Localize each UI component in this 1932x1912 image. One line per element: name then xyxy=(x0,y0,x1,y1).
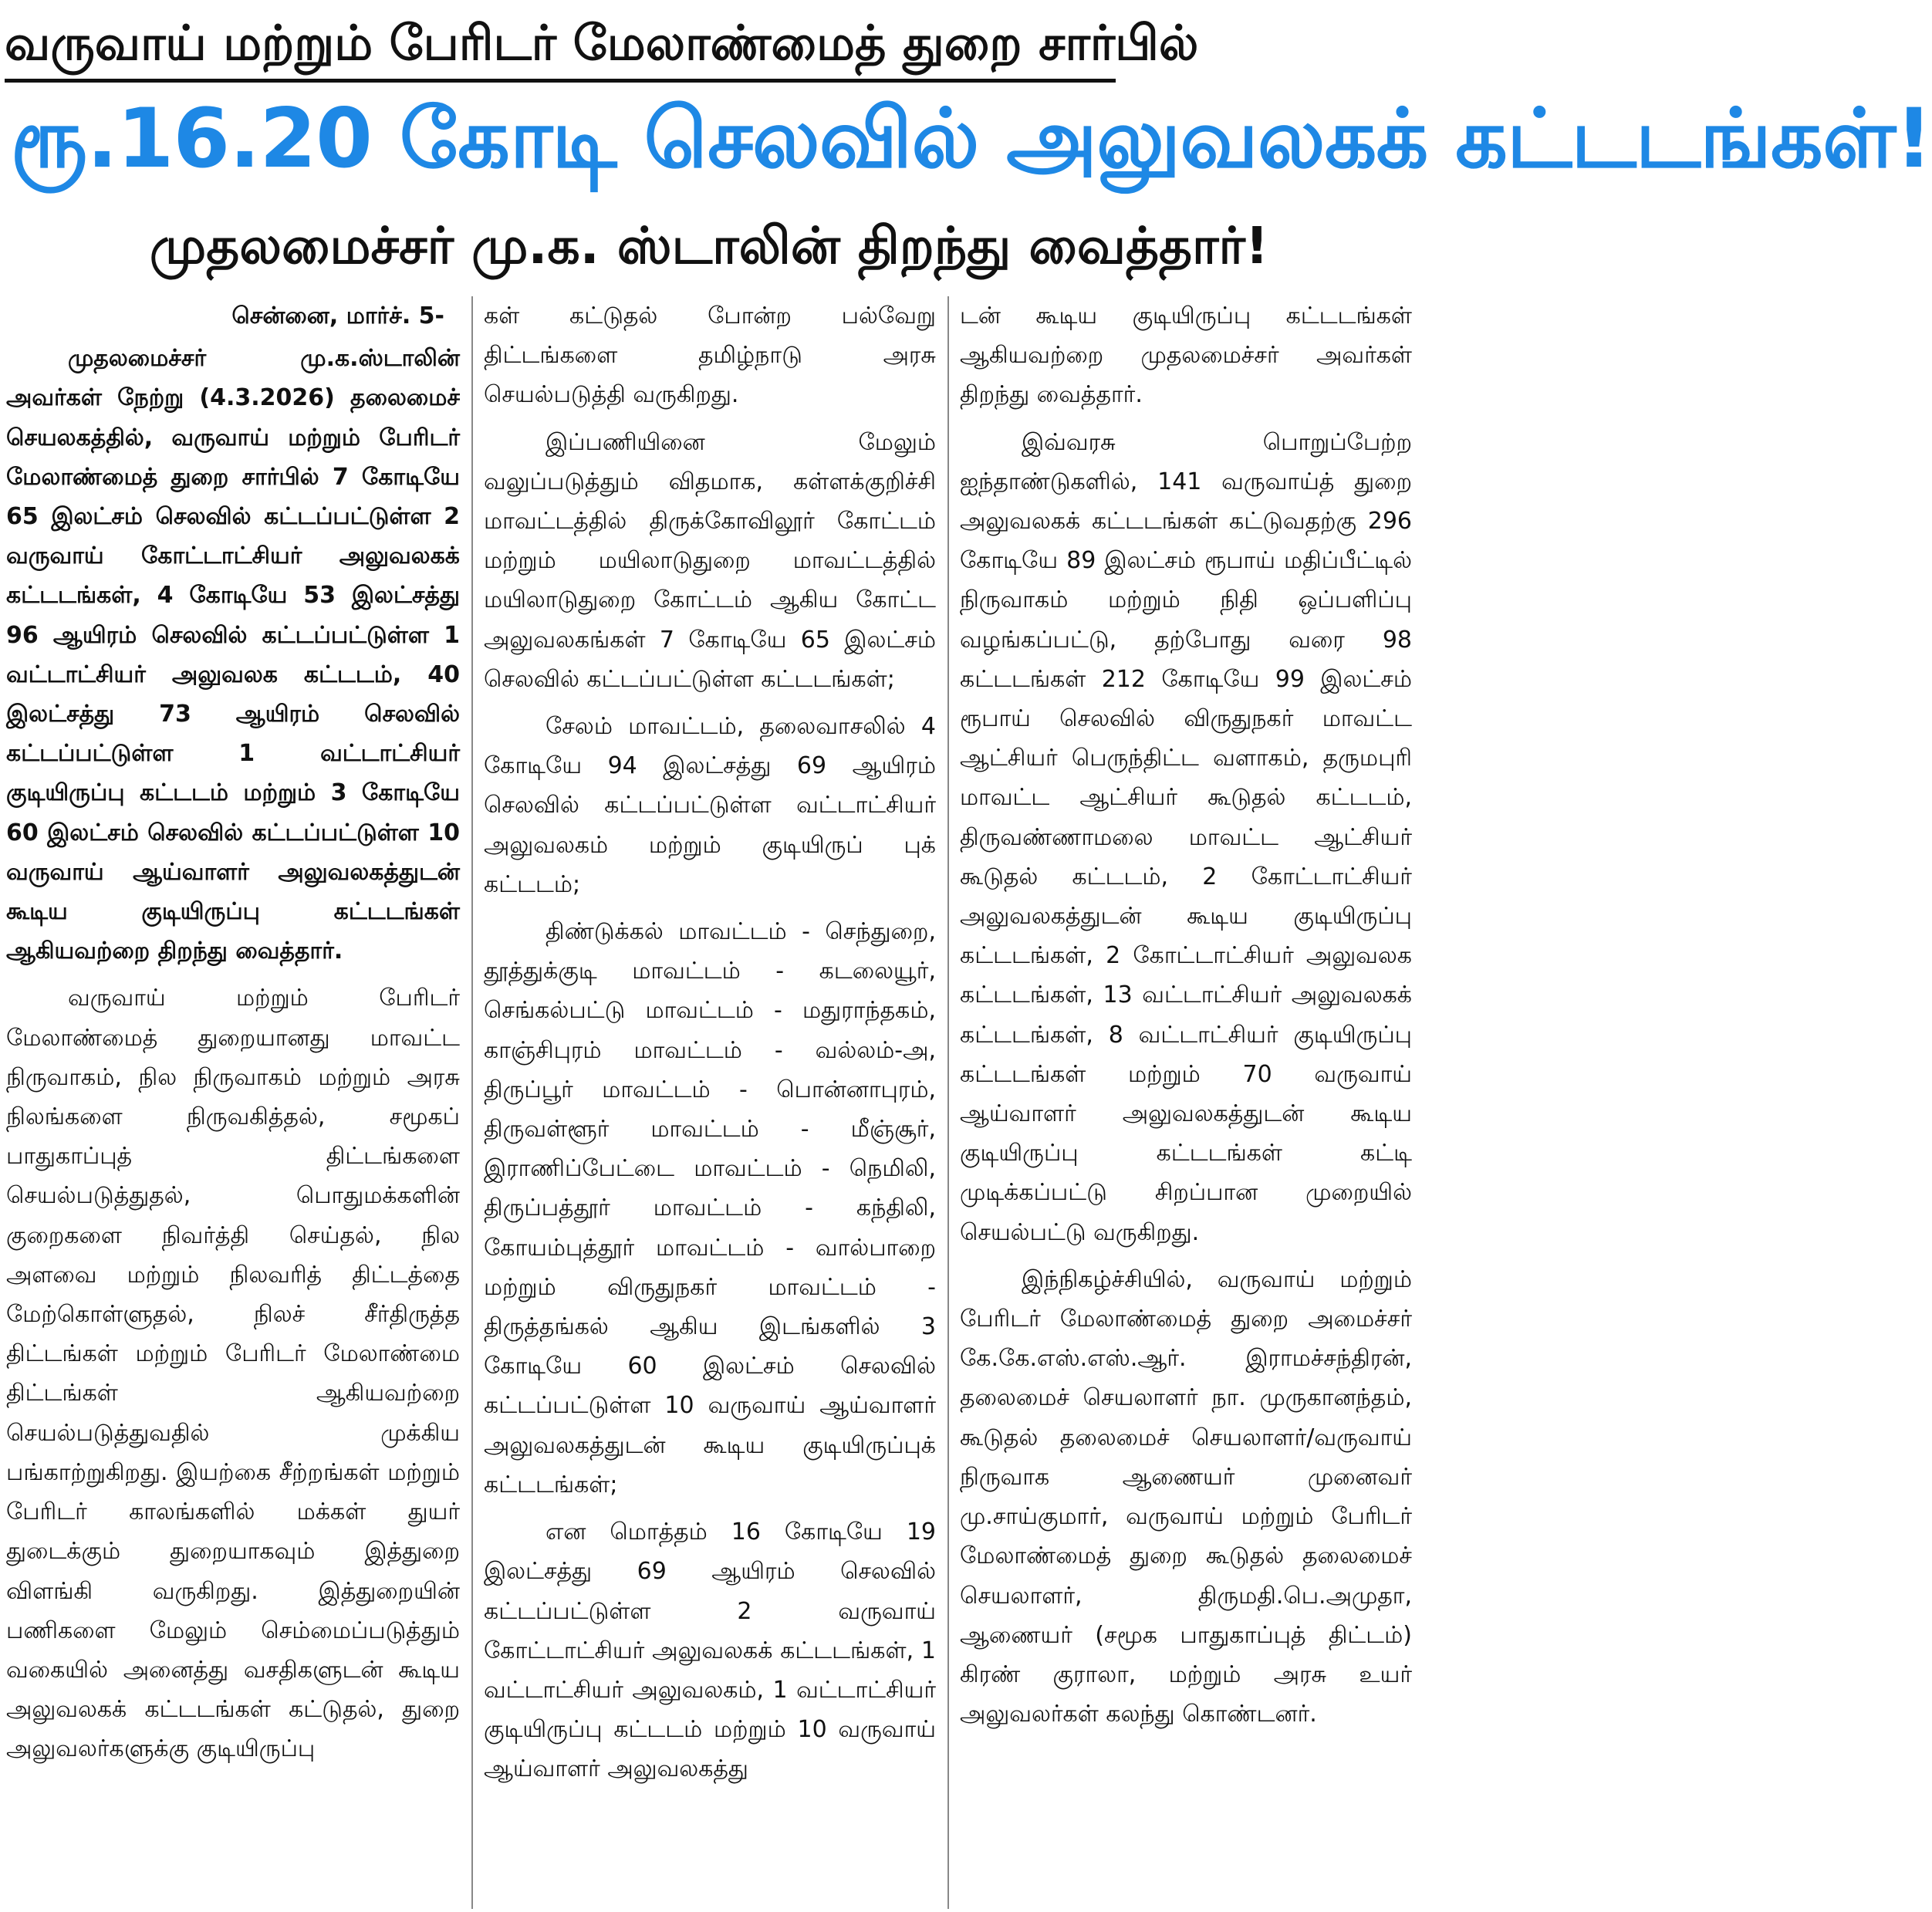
paragraph: இந்நிகழ்ச்சியில், வருவாய் மற்றும் பேரிடர் மேலாண்மைத் துறை அமைச்சர் கே.கே.எஸ்.எஸ்.ஆர். இராமச்சந்திரன், தலைமைச் செயலாளர் நா. முருகானந்தம், கூடுதல் தலைமைச் செயலாளர்/வருவாய் நிருவாக ஆணையர் முனைவர் மு.சாய்குமார், வருவாய் மற்றும் பேரிடர் மேலாண்மைத் துறை கூடுதல் தலைமைச் செயலாளர், திருமதி.பெ.அமுதா, ஆணையர் (சமூக பாதுகாப்புத் திட்டம்) கிரண் குராலா, மற்றும் அரசு உயர் அலுவலர்கள் கலந்து கொண்டனர். xyxy=(960,1265,1412,1728)
column-2 xyxy=(471,296,936,1909)
lead-paragraph: முதலமைச்சர் மு.க.ஸ்டாலின் அவர்கள் நேற்று (4.3.2026) தலைமைச் செயலகத்தில், வருவாய் மற்றும் பேரிடர் மேலாண்மைத் துறை சார்பில் 7 கோடியே 65 இலட்சம் செலவில் கட்டப்பட்டுள்ள 2 வருவாய் கோட்டாட்சியர் அலுவலகக் கட்டடங்கள், 4 கோடியே 53 இலட்சத்து 96 ஆயிரம் செலவில் கட்டப்பட்டுள்ள 1 வட்டாட்சியர் அலுவலக கட்டடம், 40 இலட்சத்து 73 ஆயிரம் செலவில் கட்டப்பட்டுள்ள 1 வட்டாட்சியர் குடியிருப்பு கட்டடம் மற்றும் 3 கோடியே 60 இலட்சம் செலவில் கட்டப்பட்டுள்ள 10 வருவாய் ஆய்வாளர் அலுவலகத்துடன் கூடிய குடியிருப்பு கட்டடங்கள் ஆகியவற்றை திறந்து வைத்தார். xyxy=(6,345,460,965)
column-1 xyxy=(6,296,460,1909)
subheadline: முதலமைச்சர் மு.க. ஸ்டாலின் திறந்து வைத்தார்! xyxy=(149,216,1269,275)
paragraph: டன் கூடிய குடியிருப்பு கட்டடங்கள் ஆகியவற்றை முதலமைச்சர் அவர்கள் திறந்து வைத்தார். xyxy=(960,302,1412,409)
headline: ரூ.16.20 கோடி செலவில் அலுவலகக் கட்டடங்கள்! xyxy=(11,91,1932,186)
paragraph: வருவாய் மற்றும் பேரிடர் மேலாண்மைத் துறையானது மாவட்ட நிருவாகம், நில நிருவாகம் மற்றும் அரசு நிலங்களை நிருவகித்தல், சமூகப் பாதுகாப்புத் திட்டங்களை செயல்படுத்துதல், பொதுமக்களின் குறைகளை நிவர்த்தி செய்தல், நில அளவை மற்றும் நிலவரித் திட்டத்தை மேற்கொள்ளுதல், நிலச் சீர்திருத்த திட்டங்கள் மற்றும் பேரிடர் மேலாண்மை திட்டங்கள் ஆகியவற்றை செயல்படுத்துவதில் முக்கிய பங்காற்றுகிறது. இயற்கை சீற்றங்கள் மற்றும் பேரிடர் காலங்களில் மக்கள் துயர் துடைக்கும் துறையாகவும் இத்துறை விளங்கி வருகிறது. இத்துறையின் பணிகளை மேலும் செம்மைப்படுத்தும் வகையில் அனைத்து வசதிகளுடன் கூடிய அலுவலகக் கட்டடங்கள் கட்டுதல், துறை அலுவலர்களுக்கு குடியிருப்பு xyxy=(6,985,460,1763)
paragraph: என மொத்தம் 16 கோடியே 19 இலட்சத்து 69 ஆயிரம் செலவில் கட்டப்பட்டுள்ள 2 வருவாய் கோட்டாட்சியர் அலுவலகக் கட்டடங்கள், 1 வட்டாட்சியர் அலுவலகம், 1 வட்டாட்சியர் குடியிருப்பு கட்டடம் மற்றும் 10 வருவாய் ஆய்வாளர் அலுவலகத்து xyxy=(484,1518,936,1783)
column-3 xyxy=(947,296,1412,1909)
paragraph: இவ்வரசு பொறுப்பேற்ற ஐந்தாண்டுகளில், 141 வருவாய்த் துறை அலுவலகக் கட்டடங்கள் கட்டுவதற்கு 296 கோடியே 89 இலட்சம் ரூபாய் மதிப்பீட்டில் நிருவாகம் மற்றும் நிதி ஒப்பளிப்பு வழங்கப்பட்டு, தற்போது வரை 98 கட்டடங்கள் 212 கோடியே 99 இலட்சம் ரூபாய் செலவில் விருதுநகர் மாவட்ட ஆட்சியர் பெருந்திட்ட வளாகம், தருமபுரி மாவட்ட ஆட்சியர் கூடுதல் கட்டடம், திருவண்ணாமலை மாவட்ட ஆட்சியர் கூடுதல் கட்டடம், 2 கோட்டாட்சியர் அலுவலகத்துடன் கூடிய குடியிருப்பு கட்டடங்கள், 2 கோட்டாட்சியர் அலுவலக கட்டடங்கள், 13 வட்டாட்சியர் அலுவலகக் கட்டடங்கள், 8 வட்டாட்சியர் குடியிருப்பு கட்டடங்கள் மற்றும் 70 வருவாய் ஆய்வாளர் அலுவலகத்துடன் கூடிய குடியிருப்பு கட்டடங்கள் கட்டி முடிக்கப்பட்டு சிறப்பான முறையில் செயல்பட்டு வருகிறது. xyxy=(960,428,1412,1246)
dateline: சென்னை, மார்ச். 5- xyxy=(231,302,444,329)
kicker-line: வருவாய் மற்றும் பேரிடர் மேலாண்மைத் துறை சார்பில் xyxy=(5,11,1116,83)
paragraph: சேலம் மாவட்டம், தலைவாசலில் 4 கோடியே 94 இலட்சத்து 69 ஆயிரம் செலவில் கட்டப்பட்டுள்ள வட்டாட்சியர் அலுவலகம் மற்றும் குடியிருப் புக் கட்டடம்; xyxy=(484,713,936,898)
paragraph: இப்பணியினை மேலும் வலுப்படுத்தும் விதமாக, கள்ளக்குறிச்சி மாவட்டத்தில் திருக்கோவிலூர் கோட்டம் மற்றும் மயிலாடுதுறை மாவட்டத்தில் மயிலாடுதுறை கோட்டம் ஆகிய கோட்ட அலுவலகங்கள் 7 கோடியே 65 இலட்சம் செலவில் கட்டப்பட்டுள்ள கட்டடங்கள்; xyxy=(484,428,936,693)
paragraph: கள் கட்டுதல் போன்ற பல்வேறு திட்டங்களை தமிழ்நாடு அரசு செயல்படுத்தி வருகிறது. xyxy=(484,302,936,409)
paragraph: திண்டுக்கல் மாவட்டம் - செந்துறை, தூத்துக்குடி மாவட்டம் - கடலையூர், செங்கல்பட்டு மாவட்டம் - மதுராந்தகம், காஞ்சிபுரம் மாவட்டம் - வல்லம்-அ, திருப்பூர் மாவட்டம் - பொன்னாபுரம், திருவள்ளூர் மாவட்டம் - மீஞ்சூர், இராணிப்பேட்டை மாவட்டம் - நெமிலி, திருப்பத்தூர் மாவட்டம் - கந்திலி, கோயம்புத்தூர் மாவட்டம் - வால்பாறை மற்றும் விருதுநகர் மாவட்டம் - திருத்தங்கல் ஆகிய இடங்களில் 3 கோடியே 60 இலட்சம் செலவில் கட்டப்பட்டுள்ள 10 வருவாய் ஆய்வாளர் அலுவலகத்துடன் கூடிய குடியிருப்புக் கட்டடங்கள்; xyxy=(484,918,936,1498)
article-body xyxy=(6,296,1412,1909)
